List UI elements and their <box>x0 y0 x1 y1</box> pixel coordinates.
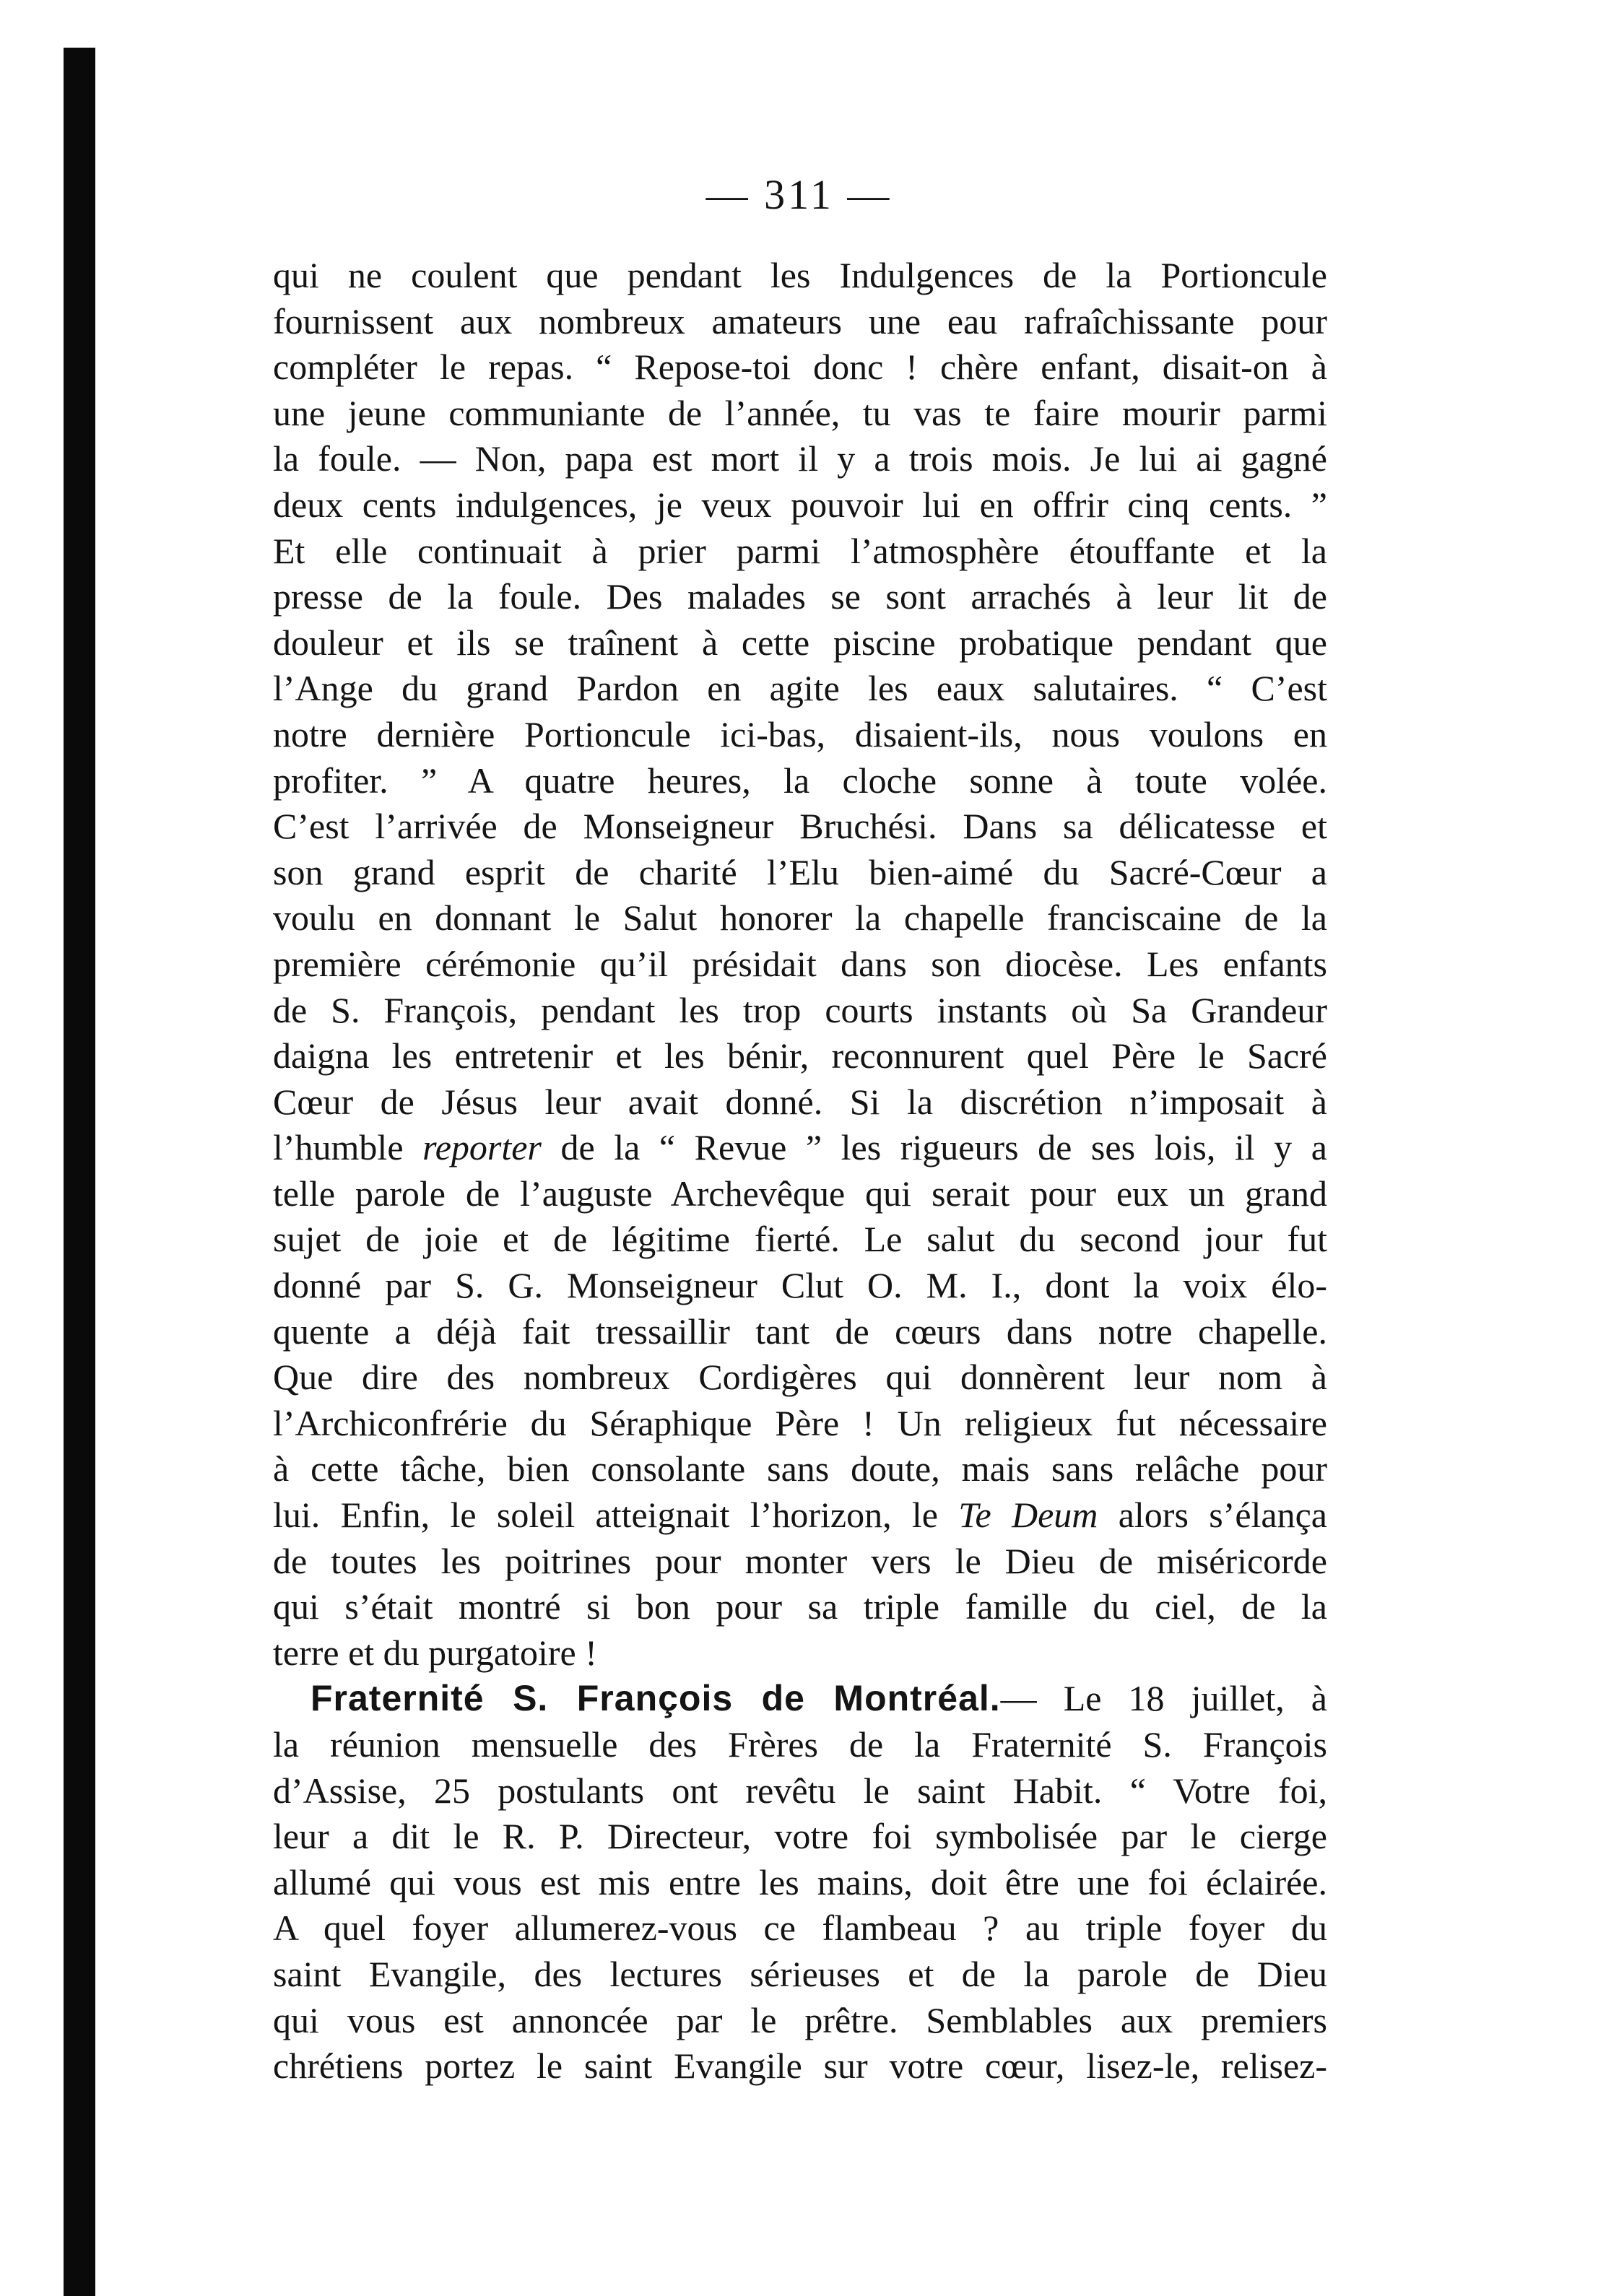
text-line: deux cents indulgences, je veux pouvoir lui en offrir cinq cents. ” <box>273 484 1327 525</box>
text-line: la foule. — Non, papa est mort il y a trois mois. Je lui ai gagné <box>273 438 1327 479</box>
text-line: telle parole de l’auguste Archevêque qui serait pour eux un grand <box>273 1173 1327 1214</box>
scan-binding-edge <box>64 48 95 2296</box>
body-text <box>273 253 1327 2090</box>
text-line: quente a déjà fait tressaillir tant de cœurs dans notre chapelle. <box>273 1310 1327 1352</box>
section-heading-line: Fraternité S. François de Montréal.— Le 18 juillet, à <box>311 1678 1327 1719</box>
text-line: d’Assise, 25 postulants ont revêtu le saint Habit. “ Votre foi, <box>273 1770 1327 1811</box>
text-line: leur a dit le R. P. Directeur, votre foi symbolisée par le cierge <box>273 1816 1327 1857</box>
text-line: allumé qui vous est mis entre les mains, doit être une foi éclairée. <box>273 1861 1327 1903</box>
text-line: C’est l’arrivée de Monseigneur Bruchési. Dans sa délicatesse et <box>273 806 1327 847</box>
text-line: sujet de joie et de légitime fierté. Le salut du second jour fut <box>273 1219 1327 1260</box>
text-line: de toutes les poitrines pour monter vers le Dieu de miséricorde <box>273 1540 1327 1581</box>
section-heading: Fraternité S. François de Montréal. <box>311 1678 1001 1719</box>
text-line: A quel foyer allumerez-vous ce flambeau ? au triple foyer du <box>273 1908 1327 1949</box>
text-line: l’Ange du grand Pardon en agite les eaux salutaires. “ C’est <box>273 668 1327 709</box>
text-line: qui s’était montré si bon pour sa triple famille du ciel, de la <box>273 1586 1327 1627</box>
text-line: l’Archiconfrérie du Séraphique Père ! Un religieux fut nécessaire <box>273 1402 1327 1443</box>
text-line: presse de la foule. Des malades se sont arrachés à leur lit de <box>273 576 1327 617</box>
text-line-reporter: l’humble reporter de la “ Revue ” les rigueurs de ses lois, il y a <box>273 1127 1327 1168</box>
text-line: son grand esprit de charité l’Elu bien-aimé du Sacré-Cœur a <box>273 851 1327 892</box>
text-line: fournissent aux nombreux amateurs une eau rafraîchissante pour <box>273 300 1327 342</box>
text-line: daigna les entretenir et les bénir, reconnurent quel Père le Sacré <box>273 1035 1327 1077</box>
text-line: qui ne coulent que pendant les Indulgences de la Portioncule <box>273 255 1327 295</box>
text-line: à cette tâche, bien consolante sans doute, mais sans relâche pour <box>273 1448 1327 1490</box>
text-line: de S. François, pendant les trop courts instants où Sa Grandeur <box>273 989 1327 1030</box>
text-line: terre et du purgatoire ! <box>273 1632 597 1673</box>
text-line: voulu en donnant le Salut honorer la chapelle franciscaine de la <box>273 897 1327 939</box>
paragraph-portioncule-part1 <box>273 253 1327 1125</box>
text-line: première cérémonie qu’il présidait dans son diocèse. Les enfants <box>273 943 1327 984</box>
italic-te-deum: Te Deum <box>958 1495 1098 1536</box>
page-number: — 311 — <box>705 171 893 218</box>
text-line: notre dernière Portioncule ici-bas, disaient-ils, nous voulons en <box>273 713 1327 755</box>
text-line-te-deum: lui. Enfin, le soleil atteignait l’horizon, le Te Deum alors s’élança <box>273 1495 1327 1536</box>
paragraph-fraternite <box>273 1722 1327 2090</box>
text-line: qui vous est annoncée par le prêtre. Semblables aux premiers <box>273 1999 1327 2040</box>
text-line: donné par S. G. Monseigneur Clut O. M. I., dont la voix élo- <box>273 1265 1327 1306</box>
italic-reporter: reporter <box>422 1127 542 1168</box>
text-line: compléter le repas. “ Repose-toi donc ! chère enfant, disait-on à <box>273 347 1327 388</box>
text-line: chrétiens portez le saint Evangile sur votre cœur, lisez-le, relisez- <box>273 2045 1327 2087</box>
text-line: Cœur de Jésus leur avait donné. Si la discrétion n’imposait à <box>273 1081 1327 1122</box>
text-line: profiter. ” A quatre heures, la cloche sonne à toute volée. <box>273 760 1327 801</box>
paragraph-portioncule-part2 <box>273 1171 1327 1492</box>
text-line: Que dire des nombreux Cordigères qui donnèrent leur nom à <box>273 1357 1327 1398</box>
paragraph-portioncule-part3 <box>273 1539 1327 1677</box>
text-line: saint Evangile, des lectures sérieuses et de la parole de Dieu <box>273 1953 1327 1994</box>
text-line: une jeune communiante de l’année, tu vas te faire mourir parmi <box>273 392 1327 433</box>
text-line: douleur et ils se traînent à cette piscine probatique pendant que <box>273 622 1327 663</box>
text-line: la réunion mensuelle des Frères de la Fraternité S. François <box>273 1724 1327 1765</box>
text-line: Et elle continuait à prier parmi l’atmosphère étouffante et la <box>273 530 1327 571</box>
